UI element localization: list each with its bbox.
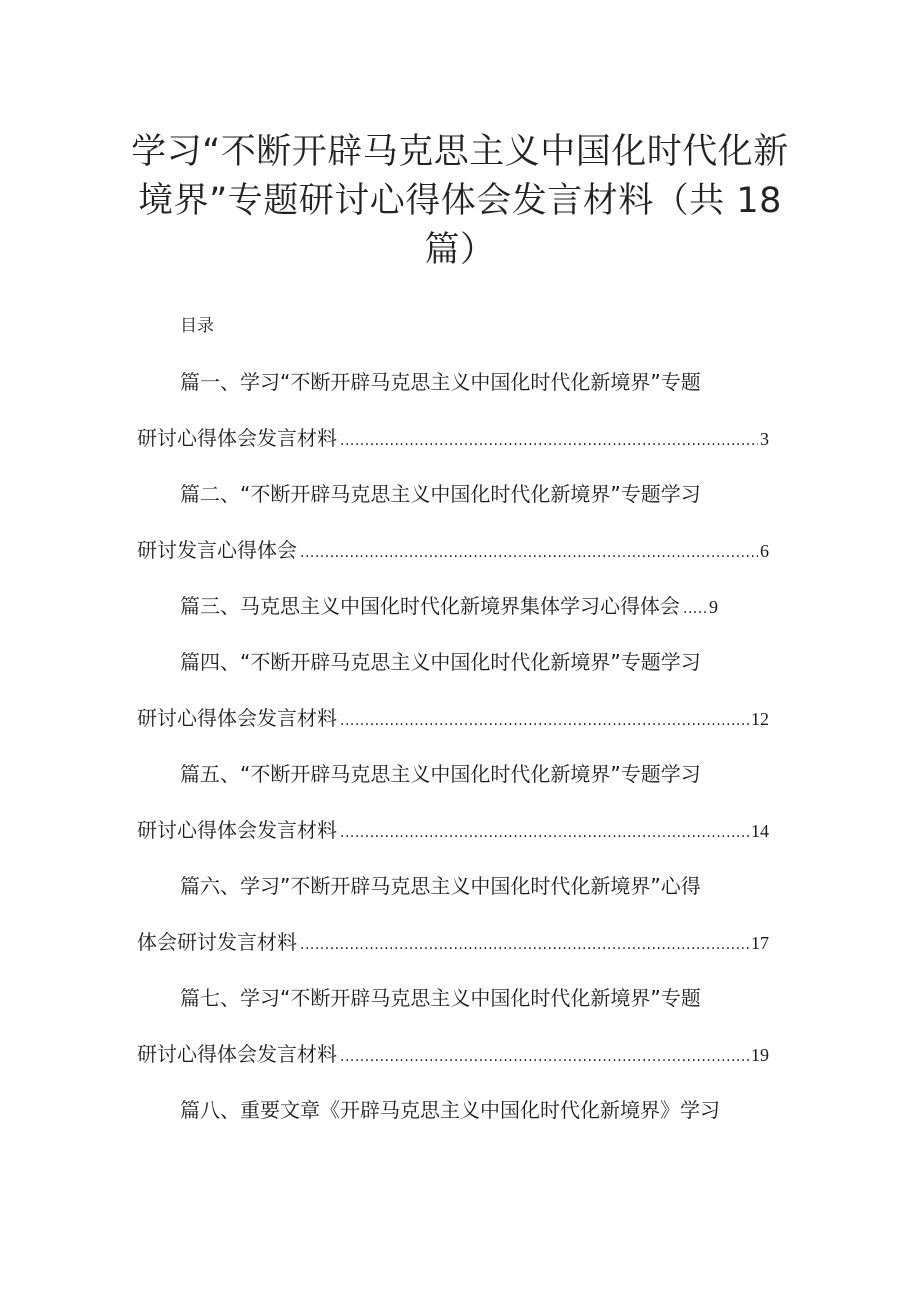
toc-entry-6-text: 体会研讨发言材料 (137, 930, 297, 954)
toc-entry-6-page: 17 (751, 933, 769, 953)
toc-entry-7-page: 19 (751, 1045, 769, 1065)
toc-entry-6-first-line[interactable]: 篇六、学习”不断开辟马克思主义中国化时代化新境界”心得 (180, 874, 701, 898)
toc-entry-2-page: 6 (760, 541, 769, 561)
title-line-1: 学习“不断开辟马克思主义中国化时代化新 (131, 132, 789, 172)
toc-entry-3-line[interactable] (180, 592, 718, 623)
toc-entry-4-first-line[interactable]: 篇四、“不断开辟马克思主义中国化时代化新境界”专题学习 (180, 650, 701, 674)
toc-entry-7-second-line[interactable] (137, 1040, 769, 1071)
toc-leader-dots (340, 707, 749, 735)
toc-leader-dots (683, 595, 707, 623)
toc-entry-5-first-line[interactable]: 篇五、“不断开辟马克思主义中国化时代化新境界”专题学习 (180, 762, 701, 786)
toc-entry-4-page: 12 (751, 709, 769, 729)
toc-heading: 目录 (180, 316, 214, 336)
toc-leader-dots (340, 819, 749, 847)
toc-entry-1-page: 3 (760, 429, 769, 449)
title-line-3: 篇） (424, 230, 496, 270)
toc-entry-8-first-line[interactable]: 篇八、重要文章《开辟马克思主义中国化时代化新境界》学习 (180, 1098, 720, 1122)
toc-entry-2-first-line[interactable]: 篇二、“不断开辟马克思主义中国化时代化新境界”专题学习 (180, 482, 701, 506)
toc-entry-5-page: 14 (751, 821, 769, 841)
toc-entry-3-text: 篇三、马克思主义中国化时代化新境界集体学习心得体会 (180, 594, 680, 618)
toc-entry-1-first-line[interactable]: 篇一、学习“不断开辟马克思主义中国化时代化新境界”专题 (180, 370, 701, 394)
toc-entry-1-text: 研讨心得体会发言材料 (137, 426, 337, 450)
toc-leader-dots (300, 931, 749, 959)
document-title (130, 128, 790, 275)
toc-entry-2-second-line[interactable] (137, 536, 769, 567)
toc-entry-4-second-line[interactable] (137, 704, 769, 735)
toc-entry-1-second-line[interactable] (137, 424, 769, 455)
toc-leader-dots (340, 1043, 749, 1071)
toc-entry-3-page: 9 (709, 597, 718, 617)
title-line-2: 境界”专题研讨心得体会发言材料（共 18 (138, 181, 782, 221)
toc-entry-7-text: 研讨心得体会发言材料 (137, 1042, 337, 1066)
toc-entry-2-text: 研讨发言心得体会 (137, 538, 297, 562)
toc-leader-dots (300, 539, 758, 567)
toc-entry-6-second-line[interactable] (137, 928, 769, 959)
toc-entry-5-second-line[interactable] (137, 816, 769, 847)
toc-entry-7-first-line[interactable]: 篇七、学习“不断开辟马克思主义中国化时代化新境界”专题 (180, 986, 701, 1010)
toc-entry-5-text: 研讨心得体会发言材料 (137, 818, 337, 842)
toc-leader-dots (340, 427, 758, 455)
toc-entry-4-text: 研讨心得体会发言材料 (137, 706, 337, 730)
